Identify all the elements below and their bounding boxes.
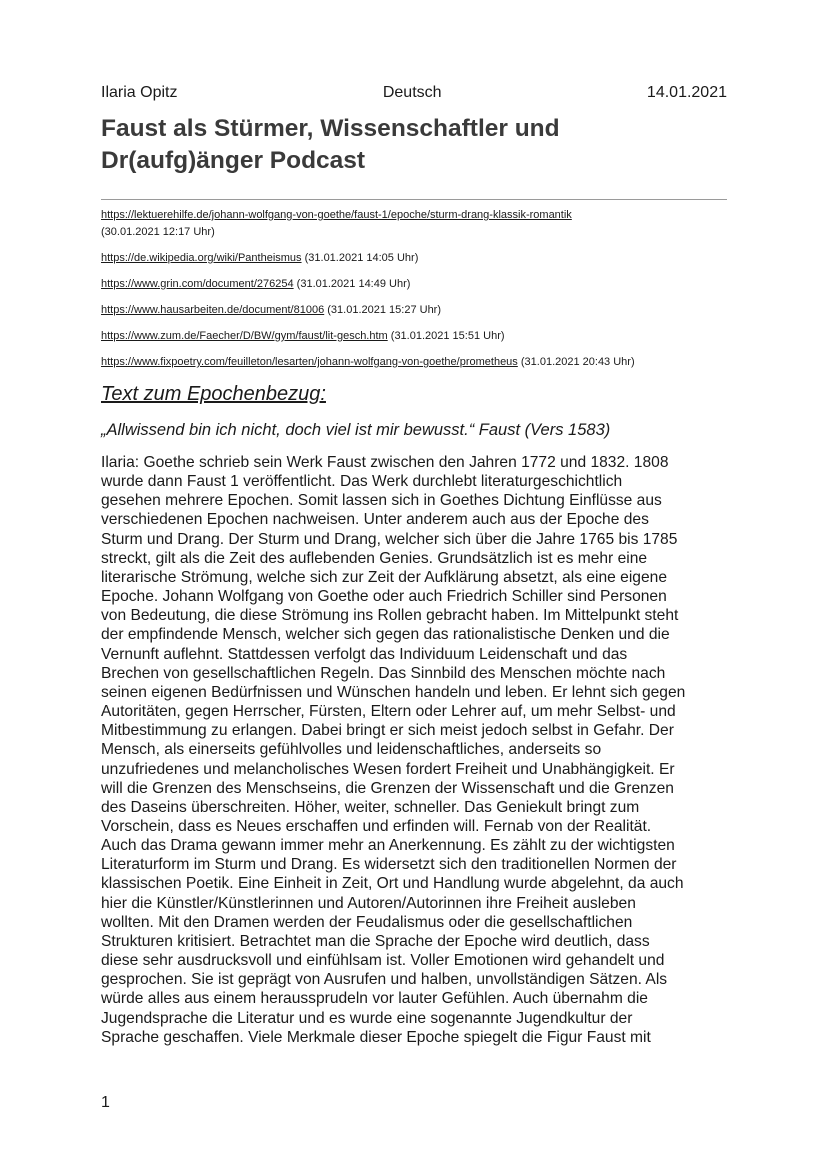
title-line-1: Faust als Stürmer, Wissenschaftler und [101,115,560,142]
reference-timestamp: (31.01.2021 14:05 Uhr) [304,252,419,264]
reference-list [101,207,727,380]
body-line: Sprache geschaffen. Viele Merkmale dieser Epoche spiegelt die Figur Faust mit [101,1028,651,1046]
body-line: seinen eigenen Bedürfnissen und Wünschen handeln und leben. Er lehnt sich gegen [101,683,686,701]
reference-link[interactable]: https://www.zum.de/Faecher/D/BW/gym/faust/lit-gesch.htm [101,330,388,342]
page-header [101,84,727,102]
faust-quote: „Allwissend bin ich nicht, doch viel ist mir bewusst.“ Faust (Vers 1583) [101,421,611,439]
page-number: 1 [101,1094,110,1111]
body-line: Mitbestimmung zu erlangen. Dabei bringt er sich meist jedoch selbst in Gefahr. Der [101,722,674,740]
reference-link[interactable]: https://de.wikipedia.org/wiki/Pantheismus [101,252,302,264]
body-line: verschiedenen Epochen nachweisen. Unter anderem auch aus der Epoche des [101,511,649,529]
body-line: Sturm und Drang. Der Sturm und Drang, welcher sich über die Jahre 1765 bis 1785 [101,530,678,548]
title-divider [101,199,727,200]
body-line: der empfindende Mensch, welcher sich gegen das rationalistische Denken und die [101,626,670,644]
body-line: Auch das Drama gewann immer mehr an Anerkennung. Es zählt zu der wichtigsten [101,837,675,855]
body-line: wollten. Mit den Dramen werden der Feudalismus oder die gesellschaftlichen [101,913,633,931]
body-line: literarische Strömung, welche sich zur Zeit der Aufklärung absetzt, als eine eigene [101,568,667,586]
body-line: gesprochen. Sie ist geprägt von Ausrufen und halben, unvollständigen Sätzen. Als [101,971,668,989]
body-line: Literaturform im Sturm und Drang. Es widersetzt sich den traditionellen Normen der [101,856,677,874]
body-paragraph [101,453,731,1047]
body-line: Ilaria: Goethe schrieb sein Werk Faust zwischen den Jahren 1772 und 1832. 1808 [101,454,669,471]
reference-item [101,328,727,345]
body-line: will die Grenzen des Menschseins, die Grenzen der Wissenschaft und die Grenzen [101,779,674,797]
body-line: von Bedeutung, die diese Strömung ins Rollen gebracht haben. Im Mittelpunkt steht [101,607,679,625]
reference-link[interactable]: https://lektuerehilfe.de/johann-wolfgang-von-goethe/faust-1/epoche/sturm-drang-klassik-romantik [101,209,572,221]
body-line: Epoche. Johann Wolfgang von Goethe oder auch Friedrich Schiller sind Personen [101,588,667,606]
subject-name: Deutsch [382,84,442,101]
body-line: Autoritäten, gegen Herrscher, Fürsten, Eltern oder Lehrer auf, um mehr Selbst- und [101,703,676,721]
body-line: hier die Künstler/Künstlerinnen und Autoren/Autorinnen ihre Freiheit ausleben [101,894,636,912]
reference-item [101,302,727,319]
reference-item [101,354,727,371]
author-name: Ilaria Opitz [101,84,178,101]
body-line: unzufriedenes und melancholisches Wesen fordert Freiheit und Unabhängigkeit. Er [101,760,675,778]
body-line: Vorschein, dass es Neues erschaffen und erfinden will. Fernab von der Realität. [101,817,652,835]
reference-timestamp: (31.01.2021 20:43 Uhr) [520,356,635,368]
reference-item [101,276,727,293]
body-line: Strukturen kritisiert. Betrachtet man die Sprache der Epoche wird deutlich, dass [101,932,650,950]
body-line: gesehen mehrere Epochen. Somit lassen sich in Goethes Dichtung Einflüsse aus [101,492,662,510]
body-line: Vernunft auflehnt. Stattdessen verfolgt das Individuum Leidenschaft und das [101,645,628,663]
body-line: würde alles aus einem heraussprudeln vor lauter Gefühlen. Auch übernahm die [101,990,648,1008]
reference-timestamp: (31.01.2021 15:27 Uhr) [327,304,442,316]
body-line: klassischen Poetik. Eine Einheit in Zeit, Ort und Handlung wurde abgelehnt, da auch [101,875,684,893]
body-line: Jugendsprache die Literatur und es wurde eine sogenannte Jugendkultur der [101,1009,633,1027]
reference-timestamp: (31.01.2021 15:51 Uhr) [390,330,505,342]
reference-link[interactable]: https://www.hausarbeiten.de/document/81006 [101,304,325,316]
reference-link[interactable]: https://www.grin.com/document/276254 [101,278,294,290]
document-title [101,113,727,177]
body-line: Brechen von gesellschaftlichen Regeln. Das Sinnbild des Menschen möchte nach [101,664,666,682]
body-line: streckt, gilt als die Zeit des auflebenden Genies. Grundsätzlich ist es mehr eine [101,549,648,567]
body-line: Mensch, als einerseits gefühlvolles und leidenschaftliches, anderseits so [101,741,602,759]
reference-timestamp: (30.01.2021 12:17 Uhr) [101,226,215,238]
reference-item [101,207,727,241]
section-heading: Text zum Epochenbezug: [101,383,326,405]
document-date: 14.01.2021 [646,84,727,101]
body-line: wurde dann Faust 1 veröffentlicht. Das Werk durchlebt literaturgeschichtlich [101,473,623,491]
reference-timestamp: (31.01.2021 14:49 Uhr) [296,278,411,290]
body-line: diese sehr ausdrucksvoll und einfühlsam ist. Voller Emotionen wird gehandelt und [101,952,665,970]
reference-item [101,250,727,267]
body-line: des Daseins überschreiten. Höher, weiter, schneller. Das Geniekult bringt zum [101,798,640,816]
reference-link[interactable]: https://www.fixpoetry.com/feuilleton/lesarten/johann-wolfgang-von-goethe/prometheus [101,356,518,368]
title-line-2: Dr(aufg)änger Podcast [101,147,366,174]
